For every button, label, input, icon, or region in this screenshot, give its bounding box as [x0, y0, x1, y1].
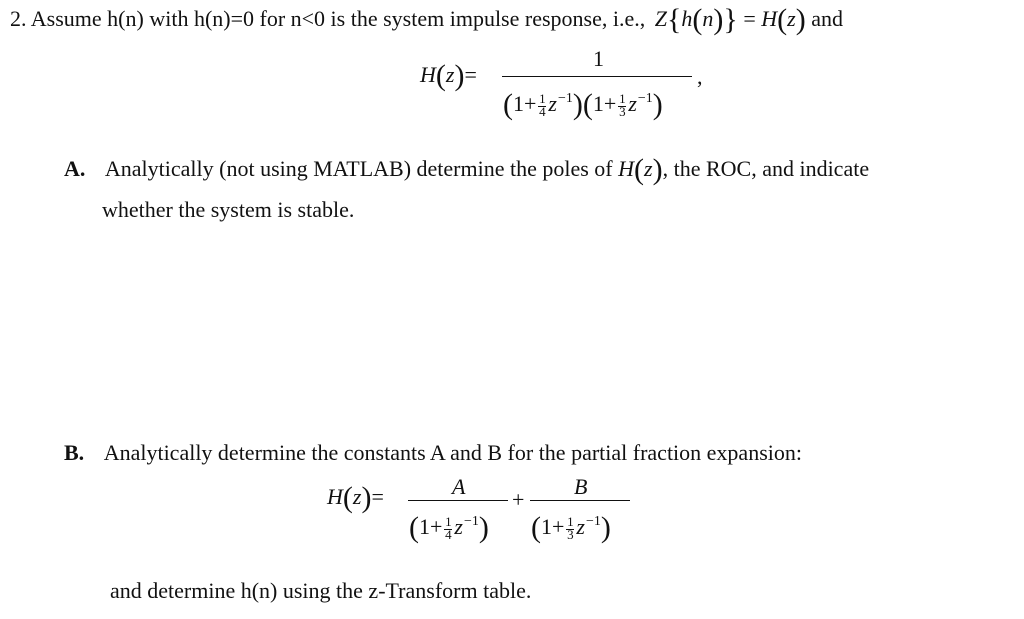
- eq2-lhs: H(z)=: [327, 481, 384, 514]
- part-b-text: Analytically determine the constants A and B for the partial fraction expansion:: [103, 440, 802, 465]
- h-symbol: h: [681, 6, 693, 31]
- part-b-line2: and determine h(n) using the z-Transform table.: [110, 578, 532, 603]
- H-symbol: H: [761, 6, 778, 31]
- problem-intro-text: 2. Assume h(n) with h(n)=0 for n<0 is the system impulse response, i.e.,: [10, 6, 646, 31]
- fraction-one-third: $\frac{1}{3}$: [567, 513, 574, 542]
- eq1-denominator: (1+ $\frac{1}{4}$ $z^{-1})(1+$ $\frac{1}{3}$ $z^{-1}$): [503, 88, 663, 121]
- eq2-numerator-a: A: [452, 474, 466, 499]
- z-operator: Z: [654, 6, 667, 31]
- part-a-line1: A. Analytically (not using MATLAB) determine the poles of H(z), the ROC, and indicate: [64, 153, 870, 186]
- part-b-line1: [64, 440, 802, 466]
- fraction-one-quarter: $\frac{1}{4}$: [445, 513, 452, 542]
- eq1-lhs: H(z)=: [420, 59, 477, 92]
- n-symbol: n: [702, 6, 714, 31]
- eq1-numerator: 1: [593, 46, 604, 71]
- part-a-text: Analytically (not using MATLAB) determine the poles of: [104, 156, 613, 181]
- eq2-fraction-bar-b: [530, 500, 630, 501]
- fraction-one-quarter: $\frac{1}{4}$: [539, 90, 546, 119]
- part-a-line2: whether the system is stable.: [102, 197, 355, 222]
- eq2-numerator-b: B: [574, 474, 588, 499]
- eq2-plus: +: [512, 487, 525, 512]
- z-symbol: z: [787, 6, 796, 31]
- fraction-one-third: $\frac{1}{3}$: [619, 90, 626, 119]
- eq2-denominator-b: (1+ $\frac{1}{3}$ $z^{-1}$): [531, 511, 611, 544]
- part-a-label: A.: [64, 156, 86, 181]
- eq2-denominator-a: (1+ $\frac{1}{4}$ $z^{-1}$): [409, 511, 489, 544]
- eq2-fraction-bar-a: [408, 500, 508, 501]
- and-word: and: [811, 6, 843, 31]
- part-b-label: B.: [64, 440, 85, 465]
- problem-intro: 2. Assume h(n) with h(n)=0 for n<0 is the system impulse response, i.e., Z{h(n)} = H(z) and: [10, 3, 843, 36]
- eq1-fraction-bar: [502, 76, 692, 77]
- eq1-comma: ,: [697, 64, 703, 89]
